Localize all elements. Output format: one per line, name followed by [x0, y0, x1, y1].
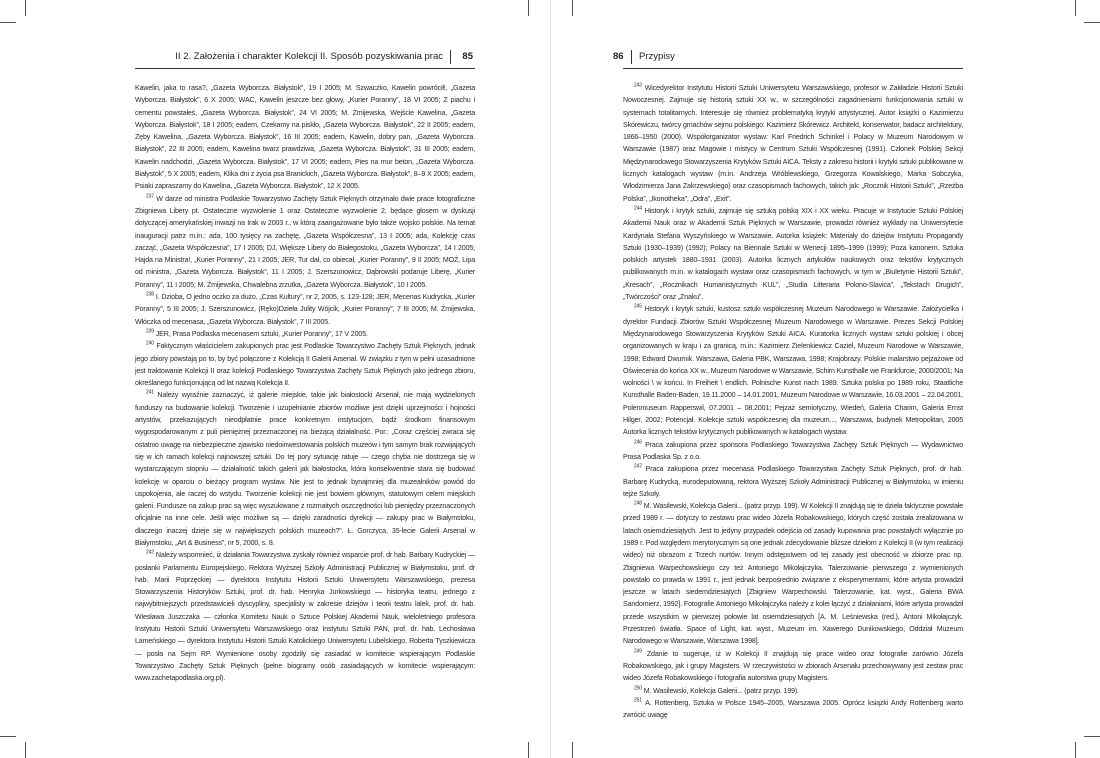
footnote	[623, 205, 963, 303]
footnote	[623, 82, 963, 205]
crop-mark	[528, 742, 529, 758]
footnote-text: Zdanie to sugeruje, iż w Kolekcji II znajdują się prace wideo oraz fotografie zarówno Józefa Robakowskiego, jak i grupy Magisters. W rzeczywistości w zbiorach Arsenału przechowywany jest zestaw prac wideo Józefa Robakowskiego i fotografia autorstwa grupy Magisters.	[623, 649, 963, 683]
running-header	[613, 46, 963, 68]
footnote-text: M. Wasilewski, Kolekcja Galerii... (patrz przyp. 199). W Kolekcji II znajdują się te dzieła faktycznie powstałe przed 1989 r. — dotyczy to zestawu prac wideo Józefa Robakowskiego, których część została zrealizowana w latach osiemdziesiątych. Jest to jedyny przypadek odejścia od zasady kupowania prac powstałych wyłącznie po 1989 r. Pod względem merytorycznym są one jednak zdecydowanie bliższe dziełom z Kolekcji II (w tym realizacji wideo) niż obrazom z Trzech nurtów. Innym odstępstwem od tej zasady jest obecność w zbiorze prac np. Zbigniewa Warpechowskiego czy też Antoniego Mikołajczyka. Talerzowanie pierwszego z wymienionych powstało co prawda w 1991 r., jest jednak bezpośrednio związane z eksperymentami, które artysta prowadził jeszcze w latach siedemdziesiątych [Zbigniew Warpechowski. Talerzowanie, kat. wyst., Galeria BWA Sandomierz, 1992]. Fotografie Antoniego Mikołajczyka należy z kolei łączyć z działaniami, które artysta prowadził przede wszystkim w pierwszej połowie lat osiemdziesiątych [A. M. Leśniewska (red.), Antoni Mikołajczyk. Przestrzeń światła. Space of Light, kat. wyst., Muzeum im. Xawerego Dunikowskiego, Oddział Muzeum Narodowego w Warszawie, Warszawa 1998].	[623, 502, 963, 646]
footnote-text: M. Wasilewski, Kolekcja Galerii... (patrz przyp. 199).	[643, 686, 799, 695]
crop-mark	[1075, 742, 1076, 758]
footnote	[623, 463, 963, 500]
footnote-number: 242	[146, 549, 154, 556]
footnote-number: 241	[146, 390, 154, 397]
footnote-number: 237	[146, 193, 154, 200]
footnotes-body	[135, 82, 475, 685]
footnote-text: I. Dzioba, O jedno oczko za dużo, „Czas Kultury”, nr 2, 2005, s. 123-128; JER, Mecenas Kudrycka, „Kurier Poranny”, 5 III 2005; J. Szerszunowicz, (Ręko)Dzieła Julity Wójcik, „Kurier Poranny”, 7 III 2005; M. Żmijewska, Włóczka od mecenasa, „Gazeta Wyborcza. Białystok”, 7 III 2005.	[135, 293, 475, 326]
crop-mark	[1084, 736, 1100, 737]
footnote-number: 240	[146, 340, 154, 347]
footnote	[135, 389, 475, 549]
footnote	[623, 648, 963, 685]
footnote-number: 244	[634, 205, 642, 212]
footnote	[135, 82, 475, 193]
footnote	[623, 500, 963, 648]
footnote-number: 239	[146, 328, 154, 335]
footnote-text: JER, Prasa Podlaska mecenasem sztuki, „Kurier Poranny”, 17 V 2005.	[155, 329, 368, 338]
page-number: 85	[462, 51, 473, 62]
footnote-number: 238	[146, 291, 154, 298]
crop-mark	[528, 0, 529, 16]
footnote-number: 246	[634, 439, 642, 446]
crop-mark	[1075, 0, 1076, 16]
left-page	[135, 46, 475, 685]
footnotes-body	[623, 82, 963, 721]
crop-mark	[572, 742, 573, 758]
crop-mark	[1084, 22, 1100, 23]
footnote-number: 251	[634, 697, 642, 704]
footnote-text: Historyk i krytyk sztuki, zajmuje się sztuką polską XIX i XX wieku. Pracuje w Instytucie Sztuki Polskiej Akademii Nauk oraz w Akademii Sztuk Pięknych w Warszawie, prowadzi również wykłady na Uniwersytecie Kardynała Stefana Wyszyńskiego w Warszawie. Autorka książek: Materiały do dziejów Instytutu Propagandy Sztuki (1930–1939) (1992); Polacy na Biennale Sztuki w Wenecji 1895–1999 (1999); Poza kanonem. Sztuka polskich artystek 1880–1931 (2003). Autorka licznych artykułów naukowych oraz tekstów krytycznych publikowanych m.in. w katalogach wystaw oraz czasopismach fachowych, w tym w „Biuletynie Historii Sztuki”, „Kresach”, „Rocznikach Humanistycznych KUL”, „Studia Litteraria Polono-Slavica”, „Tekstach Drugich”, „Twórczości” oraz „Znaku”.	[623, 206, 963, 302]
footnote-text: Wicedyrektor Instytutu Historii Sztuki Uniwersytetu Warszawskiego, profesor w Zakładzie Historii Sztuki Nowoczesnej. Zajmuje się historią sztuki XX w., w szczególności zagadnieniami funkcjonowania sztuki w systemach totalitarnych. Interesuje się również problematyką krytyki artystycznej. Autor książki o Kazimierzu Skórewiczu, twórcy gmachów sejmu polskiego: Kazimierz Skórewicz. Architekt, konserwator, badacz architektury, 1866–1950 (2000). Współorganizator wystaw: Karl Friedrich Schinkel i Polacy w Muzeum Narodowym w Warszawie (1987) oraz Magowie i mistycy w Centrum Sztuki Współczesnej (1991). Członek Polskiej Sekcji Międzynarodowego Stowarzyszenia Krytyków Sztuki AICA. Teksty z zakresu historii i krytyki sztuki publikowane w licznych katalogach wystaw (m.in. Andrzeja Wróblewskiego, Grzegorza Kowalskiego, Marka Sobczyka, Włodzimierza Jana Zakrzewskiego) oraz czasopismach fachowych, takich jak: „Rocznik Historii Sztuki”, „Rzeźba Polska”, „Ikonotheka”, „Odra”, „Exit”.	[623, 84, 963, 203]
running-header	[135, 46, 475, 68]
footnote	[623, 685, 963, 697]
footnote	[135, 328, 475, 340]
book-spine	[550, 0, 551, 758]
footnote-text: Faktycznym właścicielem zakupionych prac jest Podlaskie Towarzystwo Zachęty Sztuk Pięknych, jednak jego zbiory powstają po to, by być połączone z Kolekcją II Galerii Arsenał. W związku z tym w pełni uzasadnione jest traktowanie Kolekcji II oraz kolekcji Podlaskiego Towarzystwa Zachęty Sztuk Pięknych jako jednego zbioru, określanego funkcjonującą od lat nazwą Kolekcja II.	[135, 342, 475, 388]
header-rule	[135, 68, 475, 69]
footnote	[135, 549, 475, 684]
footnote-number: 250	[634, 685, 642, 692]
header-separator	[631, 50, 632, 64]
header-separator	[450, 50, 451, 64]
page-number: 86	[613, 51, 624, 62]
running-head-title: Przypisy	[639, 51, 675, 62]
footnote-number: 249	[634, 648, 642, 655]
footnote	[135, 291, 475, 328]
footnote-text: Należy wyraźnie zaznaczyć, iż galerie miejskie, takie jak białostocki Arsenał, nie mają wydzielonych funduszy na budowanie kolekcji. Tworzenie i uzupełnianie zbiorów możliwe jest dzięki uprzejmości i hojności artystów, przekazujących nieodpłatnie prace konkretnym instytucjom, bądź środkom finansowym wygospodarowanym z puli pieniężnej przeznaczonej na bieżącą działalność. Por.: „Coraz częściej zwraca się ostatnio uwagę na niebezpieczne zjawisko niedoinwestowania polskich muzeów i tym samym brak rozwijających się w ich ramach kolekcji najnowszej sztuki. Do tej pory sytuację ratuje — czego chyba nie dostrzega się w wystarczającym stopniu — działalność takich galerii jak białostocka, która konsekwentnie stara się budować kolekcję w oparciu o bieżący program wystaw. Nie jest to jednak bynajmniej dla muzealników powód do uspokojenia, ale raczej do wstydu. Tworzenie kolekcji nie jest bowiem głównym, statutowym celem miejskich galerii. Fundusze na zakup prac są więc wyszukiwane z rozmaitych oszczędności lub pieniędzy przeznaczonych oficjalnie na inne cele. Jeśli więc możliwe są — dzięki zaradności dyrekcji — zakupy prac w Białymstoku, dlaczego inaczej dzieje się w największych polskich muzeach?”. Ł. Gorczyca, 35-lecie Galerii Arsenał w Białymstoku, „Art & Business”, nr 5, 2000, s. 8.	[135, 391, 475, 547]
footnote-number: 245	[634, 303, 642, 310]
footnote	[135, 193, 475, 291]
footnote-number: 248	[634, 500, 642, 507]
footnote-number: 243	[634, 82, 642, 89]
footnote-text: W darze od ministra Podlaskie Towarzystwo Zachęty Sztuk Pięknych otrzymało dwie prace fotograficzne Zbigniewa Libery pt. Ostateczne wyzwolenie 1 oraz Ostateczne wyzwolenie 2, będące głosem w dyskusji dotyczącej amerykańskiej inwazji na Irak w 2003 r., w którą zaangażowane było także wojsko polskie. Na temat inauguracji patrz m.in.: ada, 100 tysięcy na zachętę, „Gazeta Współczesna”, 13 I 2005; ada, Kolekcję czas zacząć, „Gazeta Współczesna”, 17 I 2005; DJ, Większe Libery do Białegostoku, „Gazeta Wyborcza”, 14 I 2005; Hajda na Ministra!, „Kurier Poranny”, 21 I 2005; JER, Tur dał, co obiecał, „Kurier Poranny”, 9 II 2005; MOŻ, Lipa od ministra, „Gazeta Wyborcza. Białystok”, 11 I 2005; J. Szerszunowicz, Dąbrowski podaruje Liberę, „Kurier Poranny”, 11 I 2005; M. Żmijewska, Chwalebna zrzutka, „Gazeta Wyborcza. Białystok”, 10 I 2005.	[135, 194, 476, 289]
crop-mark	[25, 742, 26, 758]
footnote	[623, 303, 963, 438]
crop-mark	[25, 0, 26, 16]
crop-mark	[0, 736, 16, 737]
footnote	[623, 697, 963, 722]
footnote-text: Historyk i krytyk sztuki, kustosz sztuki współczesnej Muzeum Narodowego w Warszawie. Założycielka i dyrektor Fundacji Zbiorów Sztuki Współczesnej Muzeum Narodowego w Warszawie. Prezes Sekcji Polskiej Międzynarodowego Stowarzyszenia Krytyków Sztuki AICA. Kuratorka licznych wystaw sztuki polskiej i obcej organizowanych w kraju i za granicą, m.in.: Kazimierz Zielenkiewicz Caziel, Muzeum Narodowe w Warszawie, 1998; Edward Dwurnik. Warszawa, Galeria PBK, Warszawa, 1998; Krajobrazy. Polskie malarstwo pejzażowe od Oświecenia do końca XX w., Muzeum Narodowe w Warszawie, Schirn Kunsthalle we Frankfurcie, 2000/2001; Na wolności \ w końcu. In Freiheit \ endlich. Polnische Kunst nach 1989. Sztuka polska po 1989 roku, Staatliche Kunsthalle Baden-Baden, 19.11.2000 – 14.01.2001, Muzeum Narodowe w Warszawie, 16.03.2001 – 22.04.2001, Polenmuseum Rapperswil, 07.2001 – 08.2001; Pejzaż semiotyczny, Wiedeń, Galeria Charim, Galeria Ernst Hilger, 2002; Potencjał. Kolekcje sztuki współczesnej dla muzeum..., Warszawa, budynek Metropolitan, 2005 Autorka licznych tekstów krytycznych publikowanych w katalogach wystaw.	[623, 305, 963, 437]
footnote-text: Należy wspomnieć, iż działania Towarzystwa zyskały również wsparcie prof. dr hab. Barbary Kudryckiej — posłanki Parlamentu Europejskiego, Rektora Wyższej Szkoły Administracji Publicznej w Białymstoku, prof. dr hab. Marii Poprzęckiej — dyrektora Instytutu Historii Sztuki Uniwersytetu Warszawskiego, prezesa Stowarzyszenia Historyków Sztuki, prof. dr. hab. Henryka Jurkowskiego — historyka teatru, jednego z najwybitniejszych przedstawicieli dyscypliny, specjalisty w zakresie dziejów i teorii teatru lalek, prof. dr. hab. Wiesława Juszczaka — członka Komitetu Nauk o Sztuce Polskiej Akademii Nauk, wieloletniego profesora Instytutu Historii Sztuki Uniwersytetu Warszawskiego oraz Instytutu Sztuki PAN, prof. dr. hab. Lechosława Lameńskiego — dyrektora Instytutu Historii Sztuki Katolickiego Uniwersytetu Lubelskiego, Roberta Tyszkiewicza — posła na Sejm RP. Wymienione osoby zgodziły się zasiadać w komitecie wspierającym Podlaskie Towarzystwo Zachęty Sztuk Pięknych (pełne biogramy osób zasiadających w komitecie wspierającym: www.zachetapodlaska.org.pl).	[135, 551, 475, 683]
footnote-number: 247	[634, 463, 642, 470]
footnote-text: Praca zakupiona przez mecenasa Podlaskiego Towarzystwa Zachęty Sztuk Pięknych, prof. dr hab. Barbarę Kudrycką, eurodeputowaną, rektora Wyższej Szkoły Administracji Publicznej w Białymstoku, w imieniu tejże Szkoły.	[623, 465, 963, 498]
right-page	[613, 46, 964, 721]
footnote-text: A. Rottenberg, Sztuka w Polsce 1945–2005, Warszawa 2005. Oprócz książki Andy Rottenberg warto zwrócić uwagę	[623, 698, 963, 720]
footnote-text: Praca zakupiona przez sponsora Podlaskiego Towarzystwa Zachęty Sztuk Pięknych — Wydawnictwo Prasa Podlaska Sp. z o.o.	[623, 440, 964, 461]
footnote-text: Kawelin, jaka to rasa?, „Gazeta Wyborcza. Białystok”, 19 I 2005; M. Szwaczko, Kawelin powrócił!, „Gazeta Wyborcza. Białystok”, 6 X 2005; WAC, Kawelin jeszcze bez głowy, „Kurier Poranny”, 18 VI 2005; Z piachu i cementu powstałeś, „Gazeta Wyborcza. Białystok”, 24 VI 2005; M. Żmijewska, Wejście Kawelina, „Gazeta Wyborcza. Białystok”, 18 I 2005; eadem, Czekamy na piskło, „Gazeta Wyborcza. Białystok”, 22 II 2005; eadem, Zęby Kawelina, „Gazeta Wyborcza. Białystok”, 16 III 2005; eadem, Kawelin, dobry pan, „Gazeta Wyborcza. Białystok”, 22 III 2005; eadem, Kawelina twarz prawdziwa, „Gazeta Wyborcza. Białystok”, 31 III 2005; eadem, Kawelin nadchodzi, „Gazeta Wyborcza. Białystok”, 17 VI 2005; eadem, Pies na mur beton, „Gazeta Wyborcza. Białystok”, 5 X 2005; eadem, Klika dni z życia psa Branickich, „Gazeta Wyborcza. Białystok”, 8–9 X 2005; eadem, Psiaki zapraszamy do Kawelina, „Gazeta Wyborcza. Białystok”, 12 X 2005.	[135, 84, 475, 191]
running-head-title: II 2. Założenia i charakter Kolekcji II. Sposób pozyskiwania prac	[175, 51, 443, 62]
crop-mark	[572, 0, 573, 16]
footnote	[135, 340, 475, 389]
crop-mark	[0, 22, 16, 23]
footnote	[623, 439, 963, 464]
header-rule	[623, 68, 963, 69]
